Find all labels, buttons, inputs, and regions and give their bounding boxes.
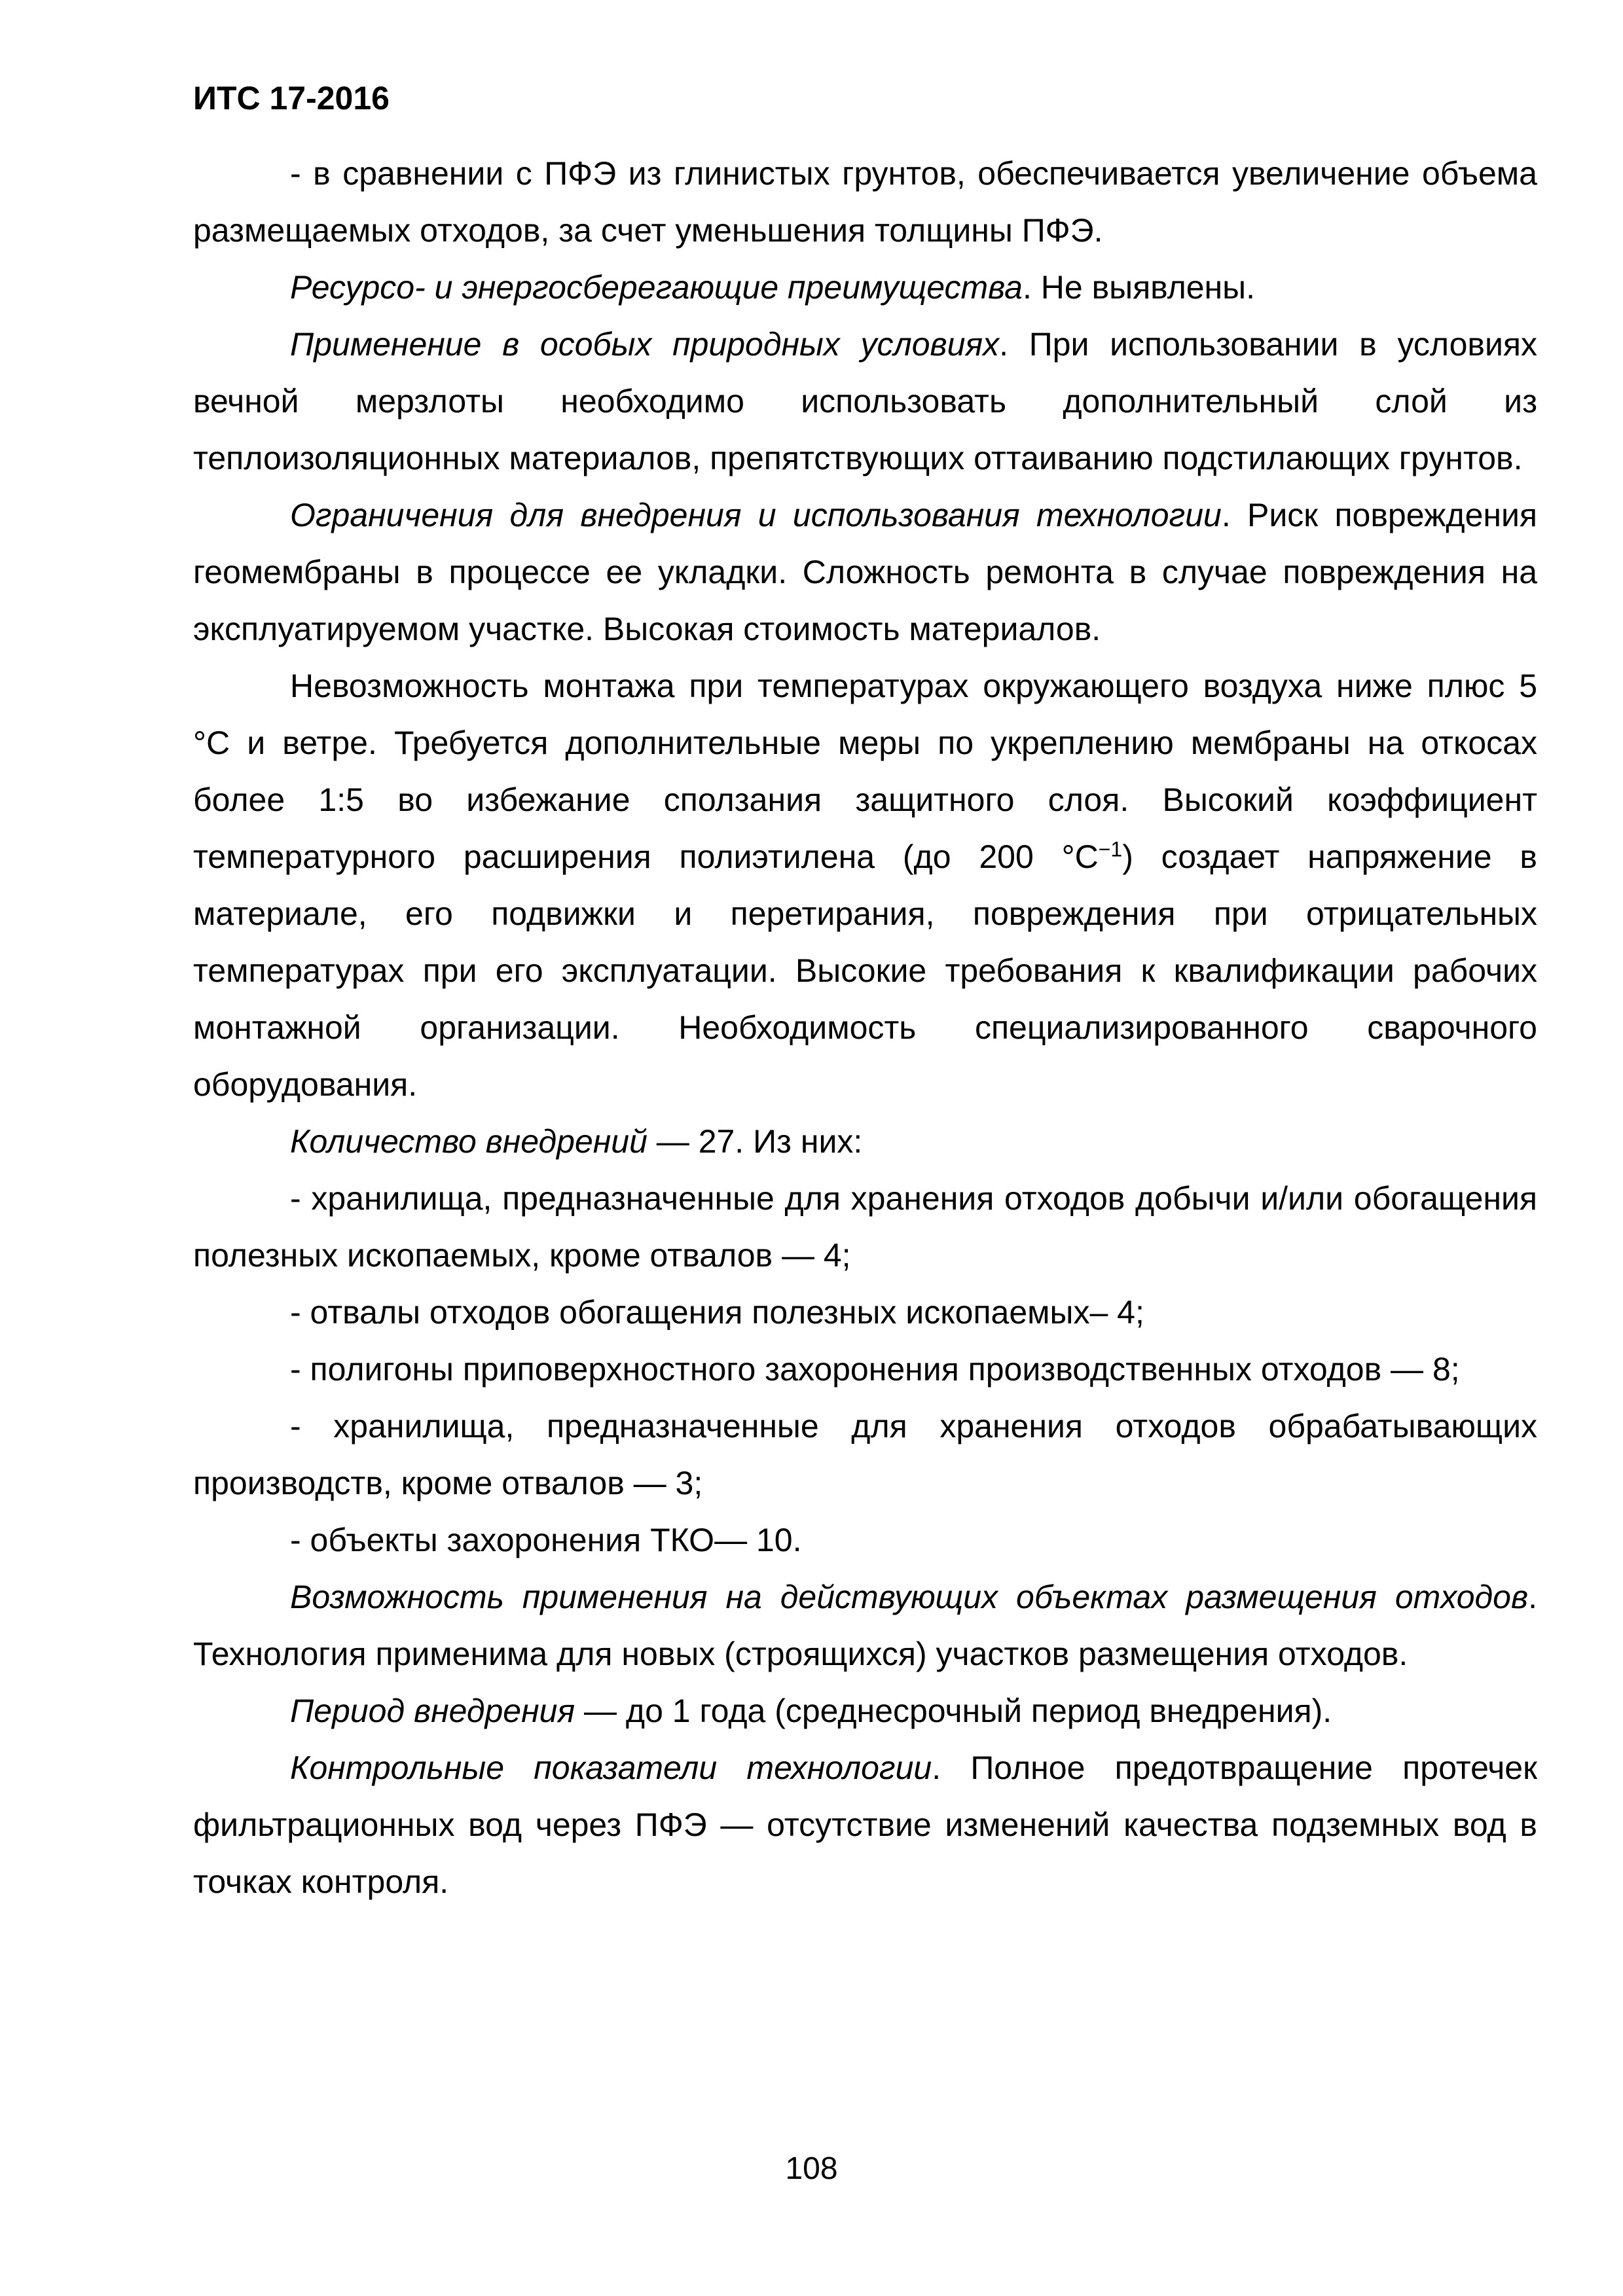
list-item (193, 1398, 1537, 1512)
list-item-text: - полигоны приповерхностного захоронения производственных отходов — 8; (290, 1351, 1460, 1388)
paragraph-heading: Возможность применения на действующих объектах размещения отходов (290, 1579, 1529, 1615)
list-item (193, 1170, 1537, 1284)
list-item-text: - хранилища, предназначенные для хранения отходов обрабатывающих производств, кроме отвалов — 3; (193, 1408, 1537, 1501)
exponent-superscript: −1 (1098, 837, 1123, 861)
paragraph-advantage-volume (193, 145, 1537, 259)
body-text (193, 145, 1537, 1910)
paragraph-text: - в сравнении с ПФЭ из глинистых грунтов, обеспечивается увеличение объема размещаемых отходов, за счет уменьшения толщины ПФЭ. (193, 155, 1537, 249)
paragraph-heading: Период внедрения (290, 1693, 575, 1729)
paragraph-resource-saving (193, 259, 1537, 316)
list-item (193, 1284, 1537, 1341)
list-item (193, 1341, 1537, 1398)
paragraph-text-continued: ) создает напряжение в материале, его подвижки и перетирания, повреждения при отрицательных температурах при его эксплуатации. Высокие требования к квалификации рабочих монтажной организации. Необходимость специализированного сварочного оборудования. (193, 838, 1537, 1103)
paragraph-heading: Ограничения для внедрения и использования технологии (290, 497, 1222, 533)
list-item-text: - отвалы отходов обогащения полезных ископаемых– 4; (290, 1294, 1144, 1331)
paragraph-implementation-period (193, 1683, 1537, 1740)
paragraph-text: — до 1 года (среднесрочный период внедрения). (575, 1693, 1332, 1729)
paragraph-heading: Применение в особых природных условиях (290, 326, 1000, 363)
paragraph-special-conditions (193, 316, 1537, 487)
paragraph-text: . Полное предотвращение протечек фильтрационных вод через ПФЭ — отсутствие изменений качества подземных вод в точках контроля. (193, 1749, 1537, 1900)
paragraph-text: Невозможность монтажа при температурах окружающего воздуха ниже плюс 5 °С и ветре. Требуется дополнительные меры по укреплению мембраны на откосах более 1:5 во избежание сползания защитного слоя. Высокий коэффициент температурного расширения полиэтилена (до 200 °С (193, 668, 1537, 875)
document-code-header: ИТС 17-2016 (193, 80, 390, 117)
paragraph-control-indicators (193, 1740, 1537, 1910)
paragraph-text: . При использовании в условиях вечной мерзлоты необходимо использовать дополнительный слой из теплоизоляционных материалов, препятствующих оттаиванию подстилающих грунтов. (193, 326, 1537, 476)
list-item (193, 1512, 1537, 1569)
paragraph-heading: Ресурсо- и энергосберегающие преимущества (290, 269, 1023, 306)
list-item-text: - хранилища, предназначенные для хранения отходов добычи и/или обогащения полезных ископаемых, кроме отвалов — 4; (193, 1180, 1537, 1274)
page-number: 108 (785, 2151, 838, 2186)
paragraph-implementations-count (193, 1113, 1537, 1170)
paragraph-text: — 27. Из них: (647, 1123, 863, 1160)
paragraph-text: . Технология применима для новых (строящихся) участков размещения отходов. (193, 1579, 1537, 1672)
paragraph-limitations (193, 487, 1537, 658)
paragraph-installation-limits (193, 658, 1537, 1113)
paragraph-heading: Количество внедрений (290, 1123, 647, 1160)
paragraph-text: . Не выявлены. (1022, 269, 1255, 306)
paragraph-heading: Контрольные показатели технологии (290, 1749, 932, 1786)
paragraph-text: . Риск повреждения геомембраны в процессе ее укладки. Сложность ремонта в случае повреждения на эксплуатируемом участке. Высокая стоимость материалов. (193, 497, 1537, 647)
paragraph-existing-objects (193, 1569, 1537, 1683)
list-item-text: - объекты захоронения ТКО— 10. (290, 1522, 802, 1558)
